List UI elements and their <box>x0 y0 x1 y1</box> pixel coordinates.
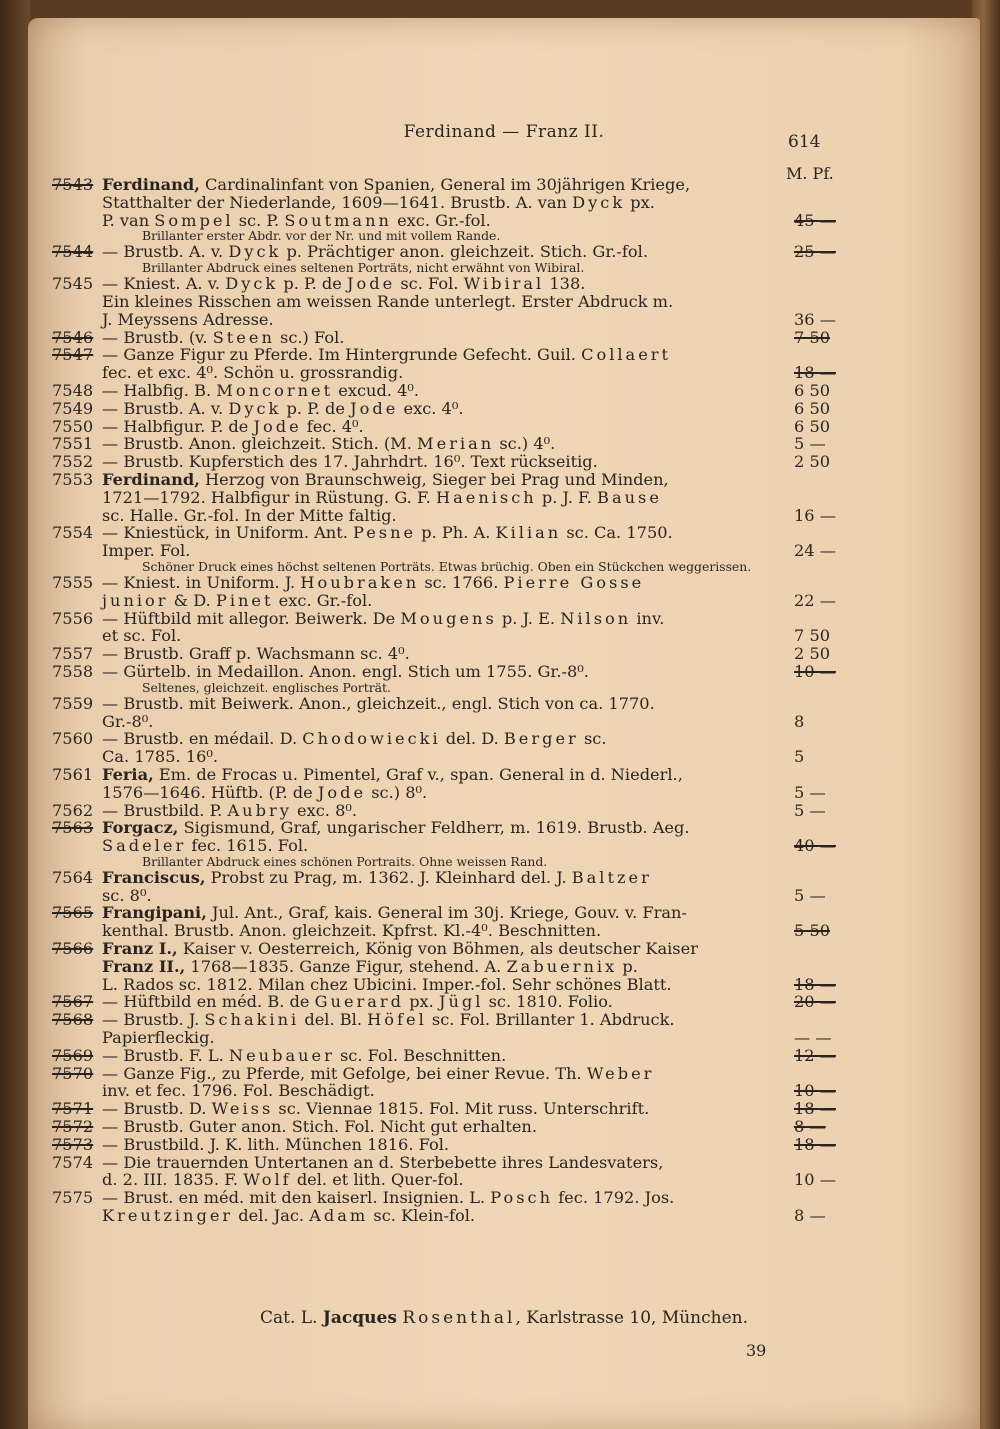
entry-price <box>784 1154 884 1172</box>
entry-line <box>52 766 832 784</box>
entry-number: 7550 <box>52 416 94 436</box>
entry-line <box>52 992 836 1012</box>
entry-line <box>52 1154 832 1172</box>
entry-text: — Halbfig. B. Moncornet excud. 4⁰. <box>102 380 420 400</box>
entry-line <box>52 176 832 194</box>
entry-line <box>52 453 832 471</box>
footer-address: , Karlstrasse 10, München. <box>515 1308 749 1328</box>
entry-price: 6 50 <box>794 380 831 400</box>
entry-line <box>52 1029 832 1047</box>
entry-text: Statthalter der Niederlande, 1609—1641. Brustb. A. van Dyck px. <box>102 192 655 212</box>
entry-line <box>52 1134 836 1154</box>
entry-text: Kreutzinger del. Jac. Adam sc. Klein-fol. <box>102 1206 476 1226</box>
catalog-entries <box>52 175 836 1226</box>
entry-price <box>824 681 924 695</box>
entry-number: 7543 <box>52 175 94 194</box>
entry-price: 24 — <box>794 541 836 561</box>
entry-text: Papierfleckig. <box>102 1028 215 1048</box>
entry-line <box>52 784 832 802</box>
entry-line <box>52 1207 832 1225</box>
footer-prefix: Cat. L. <box>259 1308 318 1328</box>
entry-price <box>824 261 924 275</box>
entry-price <box>784 346 884 364</box>
entry-line <box>52 645 832 663</box>
entry-line <box>52 505 836 525</box>
entry-price: 8 — <box>794 1117 826 1137</box>
entry-price: 5 — <box>794 885 826 905</box>
entry-text: — Ganze Fig., zu Pferde, mit Gefolge, bei einer Revue. Th. Weber <box>102 1063 655 1083</box>
entry-number <box>52 887 102 905</box>
entry-number: 7546 <box>52 327 94 347</box>
entry-line <box>52 541 836 561</box>
entry-number: 7568 <box>52 1010 94 1030</box>
entry-price: 40 — <box>794 836 836 856</box>
entry-number <box>52 837 102 855</box>
entry-number: 7549 <box>52 398 94 418</box>
entry-text: Gr.-8⁰. <box>102 711 154 731</box>
entry-line <box>52 802 832 820</box>
entry-text: Imper. Fol. <box>102 541 191 561</box>
entry-text: L. Rados sc. 1812. Milan chez Ubicini. Imper.-fol. Sehr schönes Blatt. <box>102 974 672 994</box>
entry-price: 5 50 <box>794 921 831 941</box>
entry-text: — Brust. en méd. mit den kaiserl. Insignien. L. Posch fec. 1792. Jos. <box>102 1188 675 1208</box>
entry-note <box>52 681 832 695</box>
entry-line <box>52 363 836 383</box>
entry-price: 5 <box>794 747 805 767</box>
entry-text: — Brustb. D. Weiss sc. Viennae 1815. Fol. Mit russ. Unterschrift. <box>102 1099 650 1119</box>
entry-line <box>52 922 832 940</box>
entry-number: 7547 <box>52 345 94 365</box>
entry-line <box>52 524 832 542</box>
entry-line <box>52 574 832 592</box>
entry-text: — Gürtelb. in Medaillon. Anon. engl. Stich um 1755. Gr.-8⁰. <box>102 661 589 681</box>
entry-line <box>52 242 836 262</box>
entry-text: P. van Sompel sc. P. Soutmann exc. Gr.-fol. <box>102 210 491 230</box>
entry-price <box>784 819 884 837</box>
entry-price <box>784 869 884 887</box>
entry-price <box>784 194 884 212</box>
entry-price: 8 <box>794 711 805 731</box>
entry-price: 2 50 <box>794 644 831 664</box>
entry-number <box>52 627 102 645</box>
entry-text: — Hüftbild mit allegor. Beiwerk. De Mougens p. J. E. Nilson inv. <box>102 608 665 628</box>
entry-note <box>52 560 832 574</box>
entry-number: 7544 <box>52 242 94 262</box>
entry-line <box>52 748 832 766</box>
entry-note <box>52 229 832 243</box>
entry-line <box>52 661 836 681</box>
entry-price <box>784 610 884 628</box>
entry-text: — Brustb. A. v. Dyck p. Prächtiger anon. gleichzeit. Stich. Gr.-fol. <box>102 242 648 262</box>
entry-line <box>52 1065 832 1083</box>
entry-price: 20 — <box>794 992 836 1012</box>
entry-number <box>52 922 102 940</box>
entry-line <box>52 435 832 453</box>
entry-line <box>52 346 832 364</box>
entry-text: et sc. Fol. <box>102 626 182 646</box>
entry-number: 7553 <box>52 469 94 489</box>
entry-number: 7545 <box>52 274 94 294</box>
entry-number <box>52 748 102 766</box>
entry-price <box>784 275 884 293</box>
entry-line <box>52 309 836 329</box>
entry-number <box>52 212 102 230</box>
entry-line <box>52 194 832 212</box>
entry-price <box>784 766 884 784</box>
entry-number: 7570 <box>52 1063 94 1083</box>
entry-price <box>784 176 884 194</box>
entry-text: — Brustbild. P. Aubry exc. 8⁰. <box>102 800 358 820</box>
entry-text: Ferdinand, Cardinalinfant von Spanien, General im 30jährigen Kriege, <box>102 175 691 194</box>
entry-line <box>52 958 832 976</box>
entry-number <box>52 194 102 212</box>
entry-line <box>52 940 832 958</box>
entry-text: Ein kleines Risschen am weissen Rande unterlegt. Erster Abdruck m. <box>102 291 674 311</box>
entry-number <box>52 1207 102 1225</box>
entry-number: 7562 <box>52 800 94 820</box>
entry-number: 7559 <box>52 693 94 713</box>
entry-number: 7574 <box>52 1152 94 1172</box>
entry-text: kenthal. Brustb. Anon. gleichzeit. Kpfrst. Kl.-4⁰. Beschnitten. <box>102 921 602 941</box>
entry-line <box>52 1099 836 1119</box>
entry-line <box>52 1189 832 1207</box>
entry-price: 8 — <box>794 1206 826 1226</box>
entry-price <box>784 695 884 713</box>
entry-price: 18 — <box>794 363 836 383</box>
entry-text: junior & D. Pinet exc. Gr.-fol. <box>102 590 373 610</box>
entry-line <box>52 275 832 293</box>
entry-price <box>784 471 884 489</box>
entry-text: Franciscus, Probst zu Prag, m. 1362. J. Kleinhard del. J. Baltzer <box>102 867 652 887</box>
entry-text: — Ganze Figur zu Pferde. Im Hintergrunde Gefecht. Guil. Collaert <box>102 345 672 365</box>
entry-number <box>52 681 102 695</box>
entry-price: 22 — <box>794 590 836 610</box>
entry-number: 7551 <box>52 434 94 454</box>
entry-number: 7569 <box>52 1045 94 1065</box>
entry-text: inv. et fec. 1796. Fol. Beschädigt. <box>102 1081 375 1101</box>
entry-text: — Brustb. mit Beiwerk. Anon., gleichzeit., engl. Stich von ca. 1770. <box>102 693 655 713</box>
entry-price: 2 50 <box>794 452 831 472</box>
entry-price <box>824 560 924 574</box>
entry-text: — Brustb. en médail. D. Chodowiecki del. D. Berger sc. <box>102 729 607 749</box>
entry-price: 10 — <box>794 1170 836 1190</box>
entry-price: 6 50 <box>794 416 831 436</box>
entry-number: 7554 <box>52 523 94 543</box>
entry-number: 7555 <box>52 572 94 592</box>
entry-text: — Die trauernden Untertanen an d. Sterbebette ihres Landesvaters, <box>102 1152 664 1172</box>
entry-text: — Hüftbild en méd. B. de Guerard px. Jügl sc. 1810. Folio. <box>102 992 613 1012</box>
entry-text: Brillanter Abdruck eines schönen Portraits. Ohne weissen Rand. <box>142 853 548 869</box>
entry-line <box>52 210 836 230</box>
entry-text: Ca. 1785. 16⁰. <box>102 747 219 767</box>
entry-line <box>52 489 832 507</box>
page-title: Ferdinand — Franz II. <box>403 122 605 142</box>
entry-number: 7556 <box>52 608 94 628</box>
entry-number: 7558 <box>52 661 94 681</box>
entry-text: — Brustb. Graff p. Wachsmann sc. 4⁰. <box>102 644 410 664</box>
footer-firm: Jacques <box>322 1308 397 1328</box>
entry-text: Ferdinand, Herzog von Braunschweig, Sieger bei Prag und Minden, <box>102 469 669 489</box>
entry-line <box>52 400 832 418</box>
entry-line <box>52 329 832 347</box>
entry-price <box>824 229 924 243</box>
entry-number: 7564 <box>52 867 94 887</box>
entry-price: 5 — <box>794 434 826 454</box>
entry-text: Brillanter erster Abdr. vor der Nr. und mit vollem Rande. <box>142 228 501 244</box>
entry-text: Schöner Druck eines höchst seltenen Porträts. Etwas brüchig. Oben ein Stückchen weggerissen. <box>142 558 752 574</box>
entry-number: 7567 <box>52 992 94 1012</box>
entry-number: 7566 <box>52 939 94 959</box>
footer-name: Rosenthal <box>402 1308 516 1328</box>
entry-line <box>52 1011 832 1029</box>
entry-price: 5 — <box>794 800 826 820</box>
entry-number: 7573 <box>52 1134 94 1154</box>
book-spine-shadow <box>0 0 30 1429</box>
entry-text: Seltenes, gleichzeit. englisches Porträt. <box>142 679 391 695</box>
entry-price <box>784 730 884 748</box>
entry-text: 1576—1646. Hüftb. (P. de Jode sc.) 8⁰. <box>102 782 428 802</box>
entry-text: sc. Halle. Gr.-fol. In der Mitte faltig. <box>102 505 397 525</box>
entry-line <box>52 695 832 713</box>
entry-text: fec. et exc. 4⁰. Schön u. grossrandig. <box>102 363 404 383</box>
entry-text: sc. 8⁰. <box>102 885 152 905</box>
entry-price: 12 — <box>794 1045 836 1065</box>
entry-number: 7548 <box>52 380 94 400</box>
entry-text: Brillanter Abdruck eines seltenen Porträts, nicht erwähnt von Wibiral. <box>142 260 585 276</box>
entry-price <box>824 855 924 869</box>
entry-number <box>52 784 102 802</box>
entry-number: 7565 <box>52 903 94 923</box>
entry-text: — Brustb. Kupferstich des 17. Jahrhdrt. 16⁰. Text rückseitig. <box>102 452 598 472</box>
page-number-top: 614 <box>788 132 821 152</box>
entry-text: Franz II., 1768—1835. Ganze Figur, stehend. A. Zabuernix p. <box>102 956 638 976</box>
entry-price: 18 — <box>794 1099 836 1119</box>
entry-line <box>52 610 832 628</box>
entry-price: 7 50 <box>794 626 831 646</box>
entry-number <box>52 542 102 560</box>
entry-number <box>52 958 102 976</box>
entry-text: Feria, Em. de Frocas u. Pimentel, Graf v., span. General in d. Niederl., <box>102 764 683 784</box>
entry-number <box>52 560 102 574</box>
entry-line <box>52 869 832 887</box>
entry-price: 25 — <box>794 242 836 262</box>
entry-number <box>52 489 102 507</box>
entry-text: — Brustb. Guter anon. Stich. Fol. Nicht gut erhalten. <box>102 1117 537 1137</box>
entry-note <box>52 855 832 869</box>
entry-price <box>784 958 884 976</box>
entry-text: — Kniest. A. v. Dyck p. P. de Jode sc. Fol. Wibiral 138. <box>102 274 586 294</box>
entry-number <box>52 1029 102 1047</box>
entry-text: — Kniestück, in Uniform. Ant. Pesne p. Ph. A. Kilian sc. Ca. 1750. <box>102 523 673 543</box>
footer-imprint <box>28 1308 980 1328</box>
entry-line <box>52 713 832 731</box>
page-number-bottom: 39 <box>746 1341 767 1360</box>
entry-number <box>52 1082 102 1100</box>
entry-price <box>784 940 884 958</box>
entry-line <box>52 1045 836 1065</box>
entry-note <box>52 261 832 275</box>
entry-line <box>52 887 832 905</box>
entry-price: 36 — <box>794 309 836 329</box>
entry-price: 45 — <box>794 210 836 230</box>
price-column-header: M. Pf. <box>786 164 834 183</box>
entry-number: 7561 <box>52 764 94 784</box>
entry-price <box>784 904 884 922</box>
entry-line <box>52 471 832 489</box>
entry-number <box>52 713 102 731</box>
entry-line <box>52 627 832 645</box>
entry-number: 7571 <box>52 1099 94 1119</box>
entry-number <box>52 311 102 329</box>
entry-line <box>52 293 832 311</box>
entry-price: 18 — <box>794 974 836 994</box>
entry-price <box>784 574 884 592</box>
entry-text: Forgacz, Sigismund, Graf, ungarischer Feldherr, m. 1619. Brustb. Aeg. <box>102 818 690 838</box>
entry-price: 10 — <box>794 1081 836 1101</box>
entry-number <box>52 855 102 869</box>
entry-line <box>52 418 832 436</box>
entry-text: — Brustb. A. v. Dyck p. P. de Jode exc. 4⁰. <box>102 398 464 418</box>
entry-line <box>52 904 832 922</box>
entry-number: 7552 <box>52 452 94 472</box>
catalog-page <box>28 18 980 1429</box>
entry-number <box>52 507 102 525</box>
entry-text: — Halbfigur. P. de Jode fec. 4⁰. <box>102 416 364 436</box>
entry-price <box>784 524 884 542</box>
entry-text: — Brustb. F. L. Neubauer sc. Fol. Beschnitten. <box>102 1045 507 1065</box>
entry-line <box>52 1081 836 1101</box>
entry-price: 18 — <box>794 1134 836 1154</box>
entry-text: Sadeler fec. 1615. Fol. <box>102 836 309 856</box>
entry-line <box>52 730 832 748</box>
entry-price <box>784 293 884 311</box>
entry-text: — Brustb. Anon. gleichzeit. Stich. (M. Merian sc.) 4⁰. <box>102 434 556 454</box>
entry-number <box>52 261 102 275</box>
entry-line <box>52 974 836 994</box>
entry-price <box>784 1065 884 1083</box>
entry-text: Franz I., Kaiser v. Oesterreich, König von Böhmen, als deutscher Kaiser <box>102 939 698 959</box>
entry-number: 7557 <box>52 644 94 664</box>
entry-text: — Brustbild. J. K. lith. München 1816. Fol. <box>102 1134 450 1154</box>
entry-price: — — <box>794 1028 832 1048</box>
entry-number <box>52 592 102 610</box>
entry-price: 16 — <box>794 505 836 525</box>
entry-text: 1721—1792. Halbfigur in Rüstung. G. F. Haenisch p. J. F. Bause <box>102 487 662 507</box>
entry-number: 7560 <box>52 729 94 749</box>
entry-price: 5 — <box>794 782 826 802</box>
entry-price: 7 50 <box>794 327 831 347</box>
entry-line <box>52 1118 832 1136</box>
entry-number: 7563 <box>52 818 94 838</box>
entry-price <box>784 1189 884 1207</box>
entry-price: 10 — <box>794 661 836 681</box>
entry-line <box>52 382 832 400</box>
entry-text: — Brustb. J. Schakini del. Bl. Höfel sc. Fol. Brillanter 1. Abdruck. <box>102 1010 675 1030</box>
entry-number <box>52 293 102 311</box>
entry-number: 7572 <box>52 1117 94 1137</box>
entry-number <box>52 1171 102 1189</box>
entry-text: Frangipani, Jul. Ant., Graf, kais. General im 30j. Kriege, Gouv. v. Fran- <box>102 903 687 923</box>
entry-number <box>52 976 102 994</box>
entry-number <box>52 364 102 382</box>
entry-number: 7575 <box>52 1188 94 1208</box>
entry-text: J. Meyssens Adresse. <box>102 309 274 329</box>
entry-price: 6 50 <box>794 398 831 418</box>
entry-text: — Kniest. in Uniform. J. Houbraken sc. 1766. Pierre Gosse <box>102 572 645 592</box>
entry-text: d. 2. III. 1835. F. Wolf del. et lith. Quer-fol. <box>102 1170 464 1190</box>
entry-price <box>784 489 884 507</box>
entry-line <box>52 1170 836 1190</box>
entry-line <box>52 836 836 856</box>
entry-line <box>52 819 832 837</box>
entry-price <box>784 1011 884 1029</box>
entry-number <box>52 229 102 243</box>
entry-line <box>52 590 836 610</box>
entry-text: — Brustb. (v. Steen sc.) Fol. <box>102 327 345 347</box>
